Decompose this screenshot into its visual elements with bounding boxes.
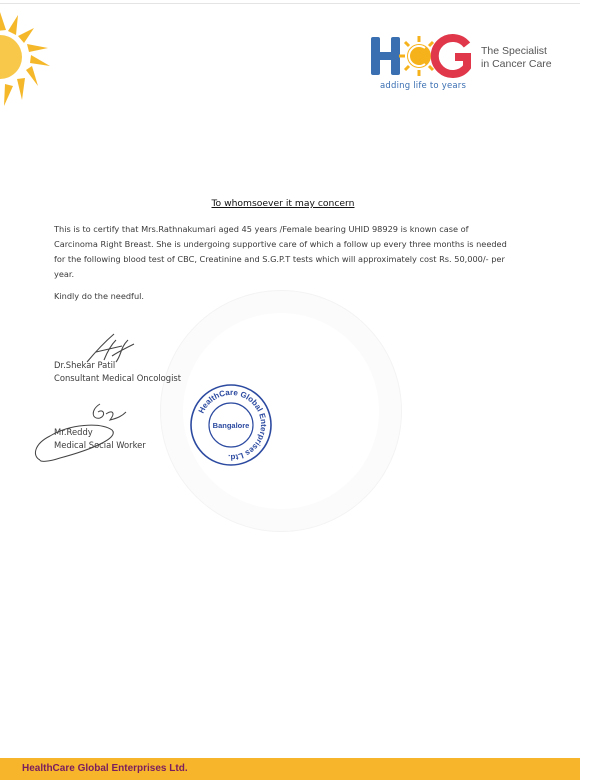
letter-paragraph-1: This is to certify that Mrs.Rathnakumari aged 45 years /Female bearing UHID 98929 is known case of Carcinoma Right Breast. She is undergoing supportive care of which a follow up every three months is needed for the following blood test of CBC, Creatinine and S.G.P.T tests which will approximately cost Rs. 50,000/- per year. [54,224,507,279]
signatory-2-title: Medical Social Worker [54,440,146,450]
stamp-ring-text: HealthCare Global Enterprises Ltd. [196,387,269,463]
letter-body [54,222,514,311]
logo-side-line2: in Cancer Care [481,58,552,70]
hcg-logo [369,33,471,84]
logo-side-line1: The Specialist [481,45,547,57]
top-rule [0,3,580,4]
signatory-2-name: Mr.Reddy [54,427,93,437]
sun-icon [0,0,60,115]
letter-heading: To whomsoever it may concern [211,198,355,209]
logo-side-text [481,45,552,71]
signatory-1-name: Dr.Shekar Patil [54,360,116,370]
signatory-1-title: Consultant Medical Oncologist [54,373,182,383]
footer-bar [0,758,580,780]
company-stamp [188,382,274,468]
letter-paragraph-2: Kindly do the needful. [54,291,145,301]
logo-tagline: adding life to years [380,81,467,91]
stamp-center-text: Bangalore [212,421,250,430]
hcg-logo-mark [369,33,471,79]
footer-company: HealthCare Global Enterprises Ltd. [22,763,188,774]
